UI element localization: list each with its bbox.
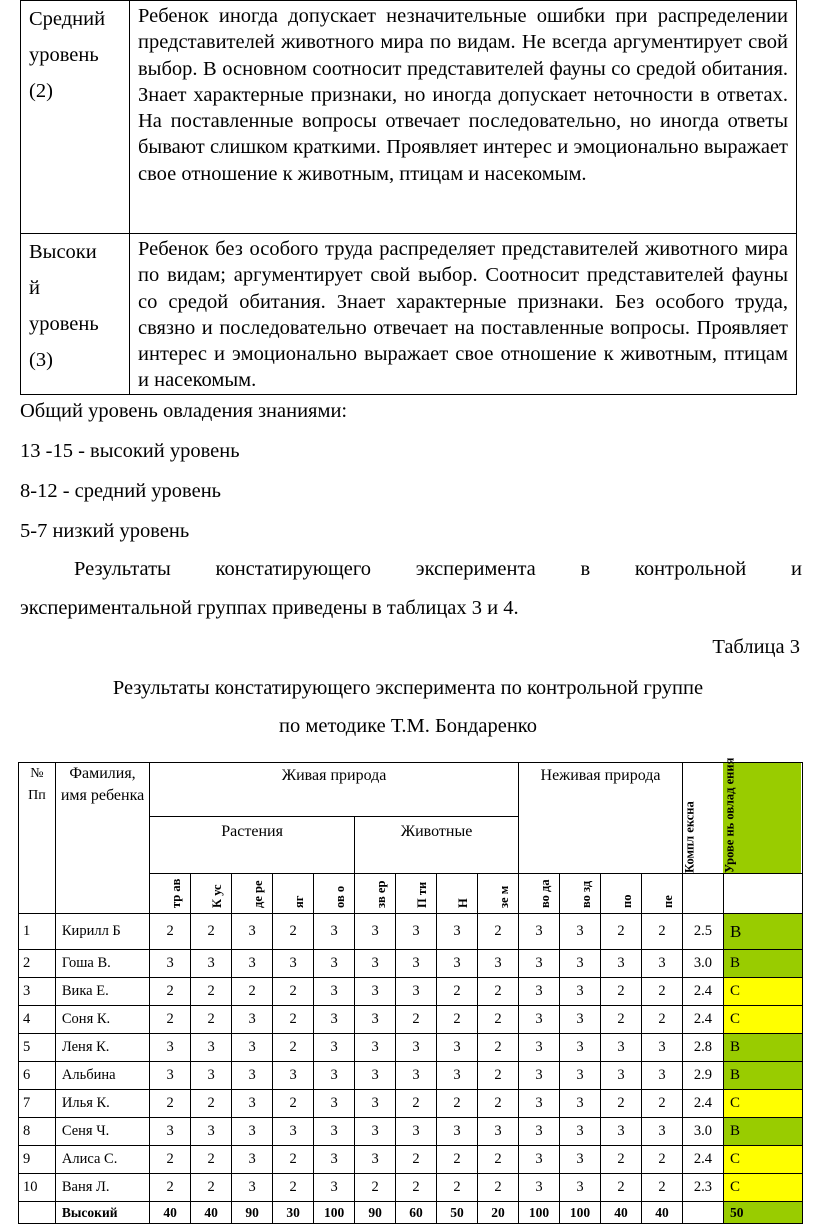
- subheader-label: во да: [538, 879, 553, 908]
- child-name: Ваня Л.: [55, 1174, 149, 1202]
- col-name-header: Фамилия, имя ребенка: [55, 763, 149, 914]
- score-cell: 3: [396, 1118, 437, 1146]
- score-cell: 3: [191, 950, 232, 978]
- score-cell: 2: [478, 1062, 519, 1090]
- row-number: 10: [19, 1174, 56, 1202]
- score-cell: 3: [150, 1118, 191, 1146]
- criteria-level: [21, 1, 130, 234]
- total-cell: 20: [478, 1202, 519, 1224]
- score-cell: 2: [478, 1034, 519, 1062]
- score-cell: 2: [150, 914, 191, 950]
- score-cell: 2: [641, 1146, 682, 1174]
- subheader-label: де ре: [251, 880, 266, 908]
- subheader-label: тр ав: [169, 878, 184, 908]
- score-cell: 3: [519, 1006, 560, 1034]
- table-row: [19, 1146, 803, 1174]
- criteria-level: [21, 234, 130, 395]
- score-cell: 2: [191, 1006, 232, 1034]
- child-name: Илья К.: [55, 1090, 149, 1118]
- level-word: (2): [29, 80, 53, 102]
- animals-header: Животные: [355, 816, 519, 873]
- score-cell: 2: [396, 1006, 437, 1034]
- mastery-level: С: [723, 1174, 802, 1202]
- score-cell: 2: [232, 978, 273, 1006]
- score-cell: 2: [273, 1006, 314, 1034]
- score-cell: 3: [355, 1006, 396, 1034]
- subheader-label: зв ер: [374, 880, 389, 908]
- row-number: 1: [19, 914, 56, 950]
- score-cell: 3: [641, 950, 682, 978]
- level-word: уровень: [29, 313, 99, 335]
- intro-word: в: [580, 558, 591, 580]
- intro-word: эксперимента: [415, 558, 536, 580]
- child-name: Альбина: [55, 1062, 149, 1090]
- total-cell: 90: [232, 1202, 273, 1224]
- row-number: 2: [19, 950, 56, 978]
- score-cell: 2: [355, 1174, 396, 1202]
- score-cell: 3: [478, 1118, 519, 1146]
- score-cell: 3: [232, 1090, 273, 1118]
- total-label: Высокий: [55, 1202, 149, 1224]
- score-cell: 3: [273, 1062, 314, 1090]
- header-row: [19, 763, 803, 817]
- table-row: [19, 1006, 803, 1034]
- score-cell: 3: [560, 1062, 601, 1090]
- row-number: 5: [19, 1034, 56, 1062]
- total-cell: 30: [273, 1202, 314, 1224]
- score-cell: 3: [232, 1118, 273, 1146]
- score-cell: 2: [396, 1090, 437, 1118]
- subheader-label: яг: [292, 895, 307, 908]
- score-cell: 3: [314, 1006, 355, 1034]
- score-cell: 3: [560, 1034, 601, 1062]
- criteria-row-medium: [21, 1, 797, 234]
- score-cell: 2: [191, 1174, 232, 1202]
- score-cell: 3: [560, 1118, 601, 1146]
- subheader-cell: [314, 874, 355, 914]
- subheader-cell: [396, 874, 437, 914]
- subheader-label: во зд: [579, 880, 593, 908]
- score-cell: 3: [355, 978, 396, 1006]
- score-cell: 3: [355, 1118, 396, 1146]
- subheader-cell: [600, 874, 641, 914]
- score-cell: 3: [560, 1146, 601, 1174]
- score-cell: 3: [273, 1118, 314, 1146]
- score-cell: 2: [600, 978, 641, 1006]
- table-row: [19, 950, 803, 978]
- score-cell: 3: [232, 914, 273, 950]
- subheader-cell: [273, 874, 314, 914]
- subheader-label: К ус: [210, 884, 225, 908]
- score-cell: 3: [519, 1090, 560, 1118]
- score-cell: 3: [314, 978, 355, 1006]
- complex-score: 3.0: [683, 1118, 724, 1146]
- score-cell: 2: [273, 1146, 314, 1174]
- score-cell: 3: [519, 1062, 560, 1090]
- score-cell: 3: [355, 1034, 396, 1062]
- score-cell: 3: [519, 978, 560, 1006]
- subheader-label: по: [619, 894, 634, 908]
- level-word: Высоки: [29, 241, 97, 263]
- living-nature-header: Живая природа: [150, 763, 519, 817]
- score-cell: 2: [600, 1146, 641, 1174]
- intro-word: Результаты: [74, 558, 171, 580]
- score-cell: 3: [519, 1146, 560, 1174]
- score-cell: 2: [396, 1174, 437, 1202]
- criteria-row-high: [21, 234, 797, 395]
- total-level: 50: [723, 1202, 802, 1224]
- score-cell: 3: [641, 1118, 682, 1146]
- score-cell: 3: [232, 1006, 273, 1034]
- score-cell: 3: [191, 1034, 232, 1062]
- score-cell: 3: [437, 1062, 478, 1090]
- score-cell: 3: [314, 950, 355, 978]
- score-cell: 3: [232, 1034, 273, 1062]
- score-cell: 2: [600, 1174, 641, 1202]
- score-cell: 2: [273, 1090, 314, 1118]
- row-number: [19, 1202, 56, 1224]
- intro-line: экспериментальной группах приведены в таблицах 3 и 4.: [20, 597, 519, 619]
- score-cell: 3: [396, 914, 437, 950]
- subheader-label: П ти: [415, 881, 430, 908]
- complex-score: 2.8: [683, 1034, 724, 1062]
- score-cell: 3: [355, 914, 396, 950]
- table-subtitle: по методике Т.М. Бондаренко: [279, 715, 537, 737]
- score-cell: 3: [396, 1062, 437, 1090]
- intro-word: контрольной: [634, 558, 747, 580]
- score-cell: 3: [232, 950, 273, 978]
- score-cell: 3: [355, 1146, 396, 1174]
- summary-heading: Общий уровень овладения знаниями:: [20, 400, 348, 422]
- child-name: Соня К.: [55, 1006, 149, 1034]
- mastery-level: В: [723, 1118, 802, 1146]
- score-cell: 3: [641, 1062, 682, 1090]
- level-word: уровень: [29, 44, 99, 66]
- score-cell: 3: [560, 1174, 601, 1202]
- score-cell: 2: [641, 1174, 682, 1202]
- score-cell: 3: [355, 1090, 396, 1118]
- score-cell: 3: [437, 1034, 478, 1062]
- score-cell: 2: [273, 914, 314, 950]
- criteria-description: Ребенок иногда допускает незначительные ошибки при распределении представителей животного мира по видам. Не всегда аргументирует свой выбор. В основном соотносит представителей фауны со средой обитания. Знает характерные признаки, но иногда допускает неточности в ответах. На поставленные вопросы отвечает последовательно, но иногда ответы бывают слишком краткими. Проявляет интерес и эмоционально выражает свое отношение к животным, птицам и насекомым.: [130, 1, 797, 234]
- score-cell: 2: [437, 1090, 478, 1118]
- score-cell: 2: [191, 914, 232, 950]
- score-cell: 3: [560, 914, 601, 950]
- score-cell: 2: [641, 914, 682, 950]
- score-cell: 3: [150, 1062, 191, 1090]
- level-word: й: [29, 277, 40, 299]
- subheader-cell: [519, 874, 560, 914]
- mastery-level: С: [723, 1146, 802, 1174]
- total-complex: [683, 1202, 724, 1224]
- score-cell: 3: [396, 1034, 437, 1062]
- score-cell: 2: [641, 1006, 682, 1034]
- total-cell: 100: [519, 1202, 560, 1224]
- score-cell: 3: [396, 978, 437, 1006]
- subheader-label: пе: [660, 895, 675, 908]
- mastery-level: В: [723, 950, 802, 978]
- score-cell: 2: [150, 1146, 191, 1174]
- complex-score: 2.9: [683, 1062, 724, 1090]
- intro-line: [74, 558, 802, 581]
- score-cell: 3: [519, 1174, 560, 1202]
- score-cell: 2: [396, 1146, 437, 1174]
- score-cell: 3: [519, 950, 560, 978]
- score-cell: 2: [191, 1090, 232, 1118]
- results-table: [18, 757, 803, 1224]
- score-cell: 2: [273, 978, 314, 1006]
- score-cell: 3: [437, 914, 478, 950]
- subheader-label: зе м: [497, 885, 512, 908]
- score-cell: 3: [519, 1034, 560, 1062]
- total-cell: 60: [396, 1202, 437, 1224]
- score-cell: 3: [314, 1146, 355, 1174]
- mastery-level: С: [723, 978, 802, 1006]
- total-cell: 40: [191, 1202, 232, 1224]
- row-number: 8: [19, 1118, 56, 1146]
- child-name: Гоша В.: [55, 950, 149, 978]
- score-cell: 2: [478, 978, 519, 1006]
- table-label: Таблица 3: [712, 636, 800, 658]
- score-cell: 2: [600, 1006, 641, 1034]
- child-name: Сеня Ч.: [55, 1118, 149, 1146]
- complex-score: 2.4: [683, 1006, 724, 1034]
- score-cell: 3: [437, 950, 478, 978]
- score-cell: 3: [560, 1090, 601, 1118]
- child-name: Кирилл Б: [55, 914, 149, 950]
- table-row: [19, 914, 803, 950]
- level-sub: [723, 874, 802, 914]
- score-cell: 3: [600, 1062, 641, 1090]
- table-row: [19, 978, 803, 1006]
- complex-sub: [683, 874, 724, 914]
- complex-score: 2.5: [683, 914, 724, 950]
- summary-line: 8-12 - средний уровень: [20, 480, 222, 502]
- criteria-table: [20, 0, 797, 395]
- row-number: 4: [19, 1006, 56, 1034]
- number-sign: №: [30, 766, 44, 781]
- subheader-label: ов о: [333, 885, 348, 908]
- total-cell: 40: [600, 1202, 641, 1224]
- table-title: Результаты констатирующего эксперимента по контрольной группе: [112, 677, 704, 699]
- score-cell: 3: [560, 950, 601, 978]
- level-word: Средний: [29, 8, 106, 30]
- score-cell: 3: [314, 1090, 355, 1118]
- subheader-cell: [191, 874, 232, 914]
- score-cell: 3: [519, 1118, 560, 1146]
- col-number-header: [19, 763, 56, 914]
- score-cell: 3: [600, 950, 641, 978]
- score-cell: 2: [150, 1174, 191, 1202]
- score-cell: 3: [314, 914, 355, 950]
- score-cell: 3: [191, 1062, 232, 1090]
- row-number: 6: [19, 1062, 56, 1090]
- score-cell: 3: [478, 950, 519, 978]
- intro-word: констатирующего: [215, 558, 372, 580]
- table-row: [19, 1034, 803, 1062]
- subheader-cell: [232, 874, 273, 914]
- score-cell: 3: [560, 978, 601, 1006]
- score-cell: 3: [150, 950, 191, 978]
- score-cell: 3: [600, 1034, 641, 1062]
- total-cell: 100: [560, 1202, 601, 1224]
- total-cell: 40: [641, 1202, 682, 1224]
- score-cell: 2: [191, 978, 232, 1006]
- mastery-level: С: [723, 1090, 802, 1118]
- score-cell: 2: [478, 1006, 519, 1034]
- score-cell: 2: [437, 1146, 478, 1174]
- score-cell: 3: [191, 1118, 232, 1146]
- mastery-level: В: [723, 914, 802, 950]
- subheader-cell: [560, 874, 601, 914]
- subheader-label: Н: [456, 898, 471, 908]
- nonliving-spacer: [519, 816, 683, 873]
- score-cell: 3: [355, 950, 396, 978]
- score-cell: 3: [232, 1174, 273, 1202]
- score-cell: 3: [232, 1146, 273, 1174]
- score-cell: 2: [478, 1090, 519, 1118]
- score-cell: 3: [314, 1034, 355, 1062]
- complex-score: 2.4: [683, 978, 724, 1006]
- score-cell: 3: [641, 1034, 682, 1062]
- row-number: 9: [19, 1146, 56, 1174]
- score-cell: 2: [478, 1146, 519, 1174]
- score-cell: 2: [150, 1006, 191, 1034]
- table-row: [19, 1090, 803, 1118]
- plants-header: Растения: [150, 816, 355, 873]
- score-cell: 2: [600, 914, 641, 950]
- score-cell: 2: [437, 1174, 478, 1202]
- number-sub: Пп: [28, 788, 46, 803]
- complex-header: Компл ексна: [683, 763, 724, 874]
- mastery-level: С: [723, 1006, 802, 1034]
- score-cell: 2: [600, 1090, 641, 1118]
- score-cell: 2: [641, 1090, 682, 1118]
- score-cell: 2: [437, 1006, 478, 1034]
- mastery-level: В: [723, 1034, 802, 1062]
- score-cell: 2: [273, 1174, 314, 1202]
- score-cell: 3: [150, 1034, 191, 1062]
- total-row: [19, 1202, 803, 1224]
- total-cell: 50: [437, 1202, 478, 1224]
- complex-score: 2.4: [683, 1146, 724, 1174]
- table-row: [19, 1118, 803, 1146]
- mastery-level: В: [723, 1062, 802, 1090]
- score-cell: 3: [355, 1062, 396, 1090]
- subheader-cell: [150, 874, 191, 914]
- score-cell: 3: [314, 1118, 355, 1146]
- child-name: Алиса С.: [55, 1146, 149, 1174]
- row-number: 3: [19, 978, 56, 1006]
- total-cell: 100: [314, 1202, 355, 1224]
- subheader-cell: [355, 874, 396, 914]
- child-name: Вика Е.: [55, 978, 149, 1006]
- subheader-cell: [437, 874, 478, 914]
- summary-line: 13 -15 - высокий уровень: [20, 440, 240, 462]
- complex-score: 2.4: [683, 1090, 724, 1118]
- score-cell: 3: [314, 1062, 355, 1090]
- score-cell: 2: [478, 1174, 519, 1202]
- summary-line: 5-7 низкий уровень: [20, 520, 190, 542]
- row-number: 7: [19, 1090, 56, 1118]
- total-cell: 90: [355, 1202, 396, 1224]
- score-cell: 3: [519, 914, 560, 950]
- mastery-level-header: Урове нь овлад ения: [723, 763, 802, 874]
- score-cell: 3: [560, 1006, 601, 1034]
- score-cell: 2: [437, 978, 478, 1006]
- score-cell: 3: [232, 1062, 273, 1090]
- table-row: [19, 1062, 803, 1090]
- complex-score: 2.3: [683, 1174, 724, 1202]
- subheader-cell: [478, 874, 519, 914]
- child-name: Леня К.: [55, 1034, 149, 1062]
- level-word: (3): [29, 349, 53, 371]
- score-cell: 2: [273, 1034, 314, 1062]
- score-cell: 3: [396, 950, 437, 978]
- criteria-description: Ребенок без особого труда распределяет представителей животного мира по видам; аргументирует свой выбор. Соотносит представителей фауны со средой обитания. Знает характерные признаки. Без особого труда, связно и последовательно отвечает на поставленные вопросы. Проявляет интерес и эмоционально выражает свое отношение к животным, птицам и насекомым.: [130, 234, 797, 395]
- subheader-cell: [641, 874, 682, 914]
- intro-word: и: [790, 558, 802, 580]
- score-cell: 3: [437, 1118, 478, 1146]
- score-cell: 2: [150, 1090, 191, 1118]
- table-row: [19, 1174, 803, 1202]
- score-cell: 2: [478, 914, 519, 950]
- score-cell: 2: [641, 978, 682, 1006]
- score-cell: 3: [600, 1118, 641, 1146]
- score-cell: 2: [150, 978, 191, 1006]
- score-cell: 3: [314, 1174, 355, 1202]
- score-cell: 3: [273, 950, 314, 978]
- nonliving-nature-header: Неживая природа: [519, 763, 683, 817]
- score-cell: 2: [191, 1146, 232, 1174]
- total-cell: 40: [150, 1202, 191, 1224]
- complex-score: 3.0: [683, 950, 724, 978]
